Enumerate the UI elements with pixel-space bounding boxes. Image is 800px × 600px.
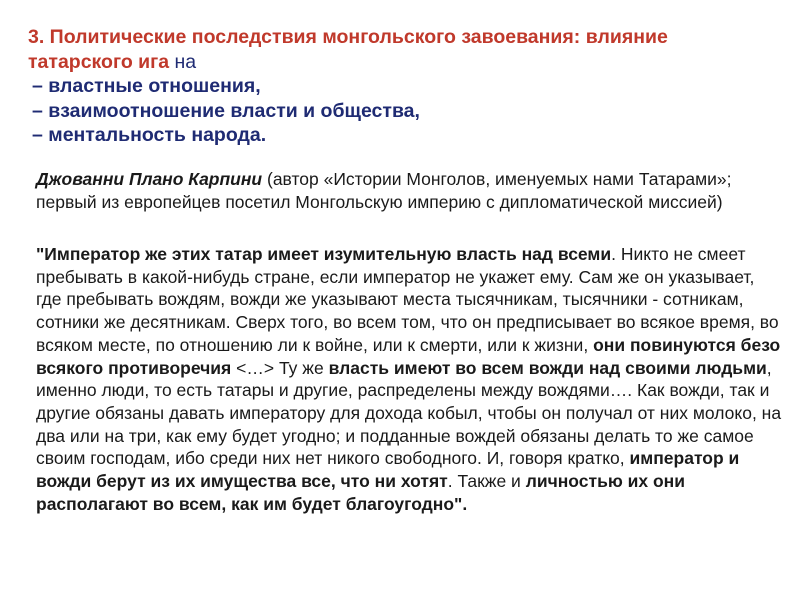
title-heading: 3. Политические последствия монгольского завоевания: влияние xyxy=(28,26,668,48)
quote-segment: власть имеют во всем вожди над своими людьми xyxy=(328,357,767,378)
quote-segment: они повинуются безо всякого противоречия xyxy=(36,334,781,378)
quote-segment: император и вожди берут из их имущества все, что ни хотят xyxy=(36,448,740,492)
quote-paragraph xyxy=(36,243,782,515)
title-heading-continued: татарского ига xyxy=(28,50,170,73)
title-bullet: – властные отношения, xyxy=(32,75,261,97)
quote-segment: <…> Ту же xyxy=(231,357,329,378)
quote-segment: "Император же этих татар имеет изумительную власть над всеми xyxy=(36,244,612,264)
author-description: (автор «Истории Монголов, именуемых нами Татарами»; первый из европейцев посетил Монгольскую империю с дипломатической миссией) xyxy=(36,169,732,212)
slide-title xyxy=(28,25,788,148)
quote-segment: . Также и xyxy=(447,471,526,492)
author-name: Джованни Плано Карпини xyxy=(36,169,263,189)
title-bullet: – ментальность народа. xyxy=(32,124,267,146)
quote-segment: , именно люди, то есть татары и другие, распределены между вождями…. Как вожди, так и другие обязаны давать императору для дохода кобыл, чтобы он получал от них молоко, на два или на три, как ему будет угодно; и подданные вождей обязаны делать то же самое своим господам, ибо среди них нет никого свободного. И, говоря кратко, xyxy=(36,357,782,469)
title-connector: на xyxy=(169,50,197,73)
title-bullet: – взаимоотношение власти и общества, xyxy=(32,99,420,122)
quote-segment: . Никто не смеет пребывать в какой-нибудь стране, если император не укажет ему. Сам же он указывает, где пребывать вождям, вожди же указывают места тысячникам, тысячники - сотникам, сотники же десятникам. Сверх того, во всем том, что он предписывает во всякое время, во всяком месте, по отношению ли к войне, или к смерти, или к жизни, xyxy=(36,244,779,355)
author-paragraph xyxy=(36,168,776,213)
quote-segment: личностью их они располагают во всем, как им будет благоугодно". xyxy=(36,471,686,514)
